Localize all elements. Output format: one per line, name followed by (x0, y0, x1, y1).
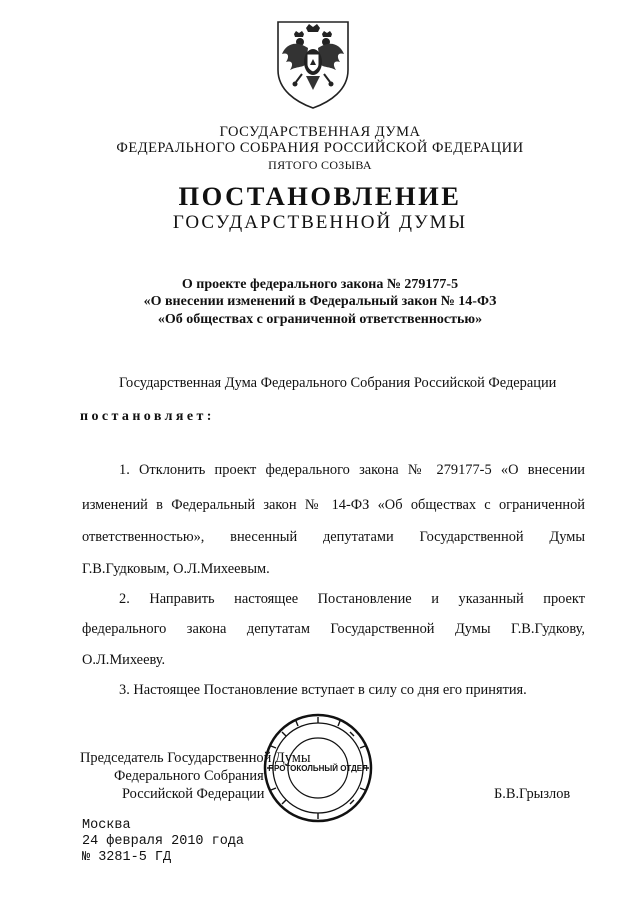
coat-of-arms-emblem (272, 18, 354, 110)
item-1-line-1: 1. Отклонить проект федерального закона № 279177-5 «О внесении (119, 462, 585, 478)
document-title: ПОСТАНОВЛЕНИЕ (178, 181, 462, 211)
item-1-line-3: ответственностью», внесенный депутатами Государственной Думы (82, 529, 585, 545)
signature-title-line-3: Российской Федерации (122, 786, 265, 802)
document-subtitle: ГОСУДАРСТВЕННОЙ ДУМЫ (172, 212, 468, 233)
official-stamp (262, 712, 374, 824)
header-duma: ГОСУДАРСТВЕННАЯ ДУМА (219, 124, 421, 140)
subject-line-3: «Об обществах с ограниченной ответственностью» (157, 312, 483, 327)
subject-line-2: «О внесении изменений в Федеральный закон № 14-ФЗ (143, 294, 497, 309)
footer-document-number: № 3281-5 ГД (82, 850, 172, 865)
footer-city: Москва (82, 818, 131, 833)
item-3-line-1: 3. Настоящее Постановление вступает в силу со дня его принятия. (119, 682, 527, 698)
item-1-line-4: Г.В.Гудковым, О.Л.Михеевым. (82, 561, 270, 577)
signature-title-line-1: Председатель Государственной Думы (80, 750, 311, 766)
signature-title-line-2: Федерального Собрания (114, 768, 264, 784)
resolves-label: постановляет: (80, 409, 215, 424)
item-2-line-3: О.Л.Михееву. (82, 652, 166, 668)
header-convocation: ПЯТОГО СОЗЫВА (268, 158, 372, 172)
signatory-name: Б.В.Грызлов (494, 786, 571, 802)
header-federal-assembly: ФЕДЕРАЛЬНОГО СОБРАНИЯ РОССИЙСКОЙ ФЕДЕРАЦИИ (116, 140, 524, 156)
preamble: Государственная Дума Федерального Собрания Российской Федерации (119, 375, 557, 391)
item-1-line-2: изменений в Федеральный закон № 14-ФЗ «Об обществах с ограниченной (82, 497, 585, 513)
footer-date: 24 февраля 2010 года (82, 834, 245, 849)
item-2-line-2: федерального закона депутатам Государственной Думы Г.В.Гудкову, (82, 621, 585, 637)
stamp-text: ПРОТОКОЛЬНЫЙ ОТДЕЛ (268, 764, 368, 773)
item-2-line-1: 2. Направить настоящее Постановление и указанный проект (119, 591, 585, 607)
subject-line-1: О проекте федерального закона № 279177-5 (181, 277, 459, 292)
